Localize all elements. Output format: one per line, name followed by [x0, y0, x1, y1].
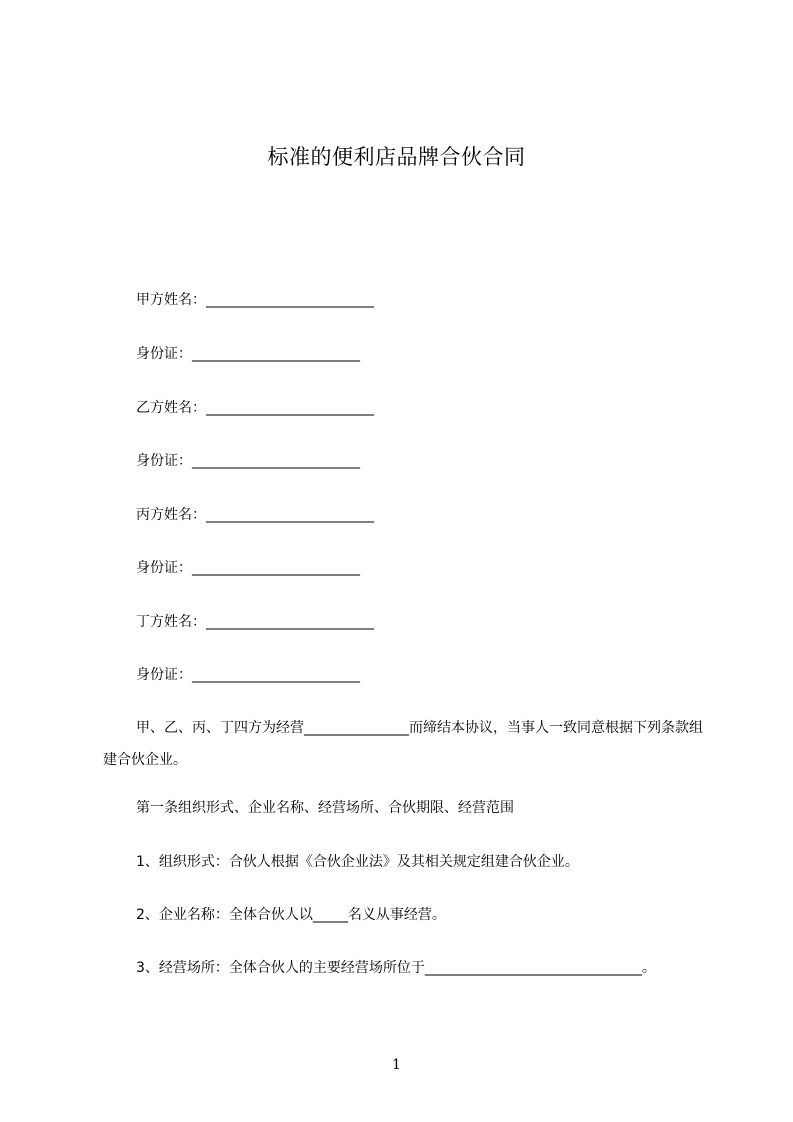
party-a-name-field: [136, 290, 374, 310]
party-c-name-field: [136, 505, 374, 525]
field-blank: ________________________: [206, 292, 374, 308]
intro-text: 甲、乙、丙、丁四方为经营: [136, 720, 304, 736]
business-blank: _______________: [304, 720, 409, 736]
field-label: 身份证：: [136, 453, 192, 469]
party-d-id-field: [136, 665, 360, 685]
field-label: 身份证：: [136, 667, 192, 683]
party-b-id-field: [136, 451, 360, 471]
field-blank: ________________________: [206, 507, 374, 523]
address-blank: ______________________________: [424, 960, 635, 976]
field-blank: ________________________: [192, 667, 360, 683]
clause-3-text-end: _。: [634, 960, 656, 976]
clause-2: [136, 905, 446, 925]
field-label: 身份证：: [136, 346, 192, 362]
clause-2-text: 2、企业名称：全体合伙人以: [136, 907, 313, 923]
company-name-blank: _____: [312, 907, 348, 923]
field-label: 乙方姓名：: [136, 400, 206, 416]
party-a-id-field: [136, 344, 360, 364]
party-c-id-field: [136, 558, 360, 578]
field-label: 丁方姓名：: [136, 614, 206, 630]
page-number: 1: [392, 1057, 401, 1073]
field-blank: ________________________: [206, 400, 374, 416]
clause-3: [103, 952, 703, 984]
field-blank: ________________________: [192, 453, 360, 469]
clause-3-text: 3、经营场所：全体合伙人的主要经营场所位于: [136, 960, 425, 976]
intro-paragraph: [103, 712, 703, 776]
field-blank: ________________________: [192, 560, 360, 576]
field-label: 甲方姓名：: [136, 292, 206, 308]
field-blank: ________________________: [192, 346, 360, 362]
clause-2-text-end: 名义从事经营。: [347, 907, 446, 923]
field-label: 身份证：: [136, 560, 192, 576]
party-d-name-field: [136, 612, 374, 632]
document-title: 标准的便利店品牌合伙合同: [267, 145, 526, 169]
clause-1: 1、组织形式：合伙人根据《合伙企业法》及其相关规定组建合伙企业。: [136, 854, 579, 870]
article-1-heading: 第一条组织形式、企业名称、经营场所、合伙期限、经营范围: [136, 800, 514, 816]
field-label: 丙方姓名：: [136, 507, 206, 523]
intro-text-end: 而缔结本协议，当事人一致同意根据下列条款组建合伙企业。: [103, 720, 703, 768]
party-b-name-field: [136, 398, 374, 418]
field-blank: ________________________: [206, 614, 374, 630]
